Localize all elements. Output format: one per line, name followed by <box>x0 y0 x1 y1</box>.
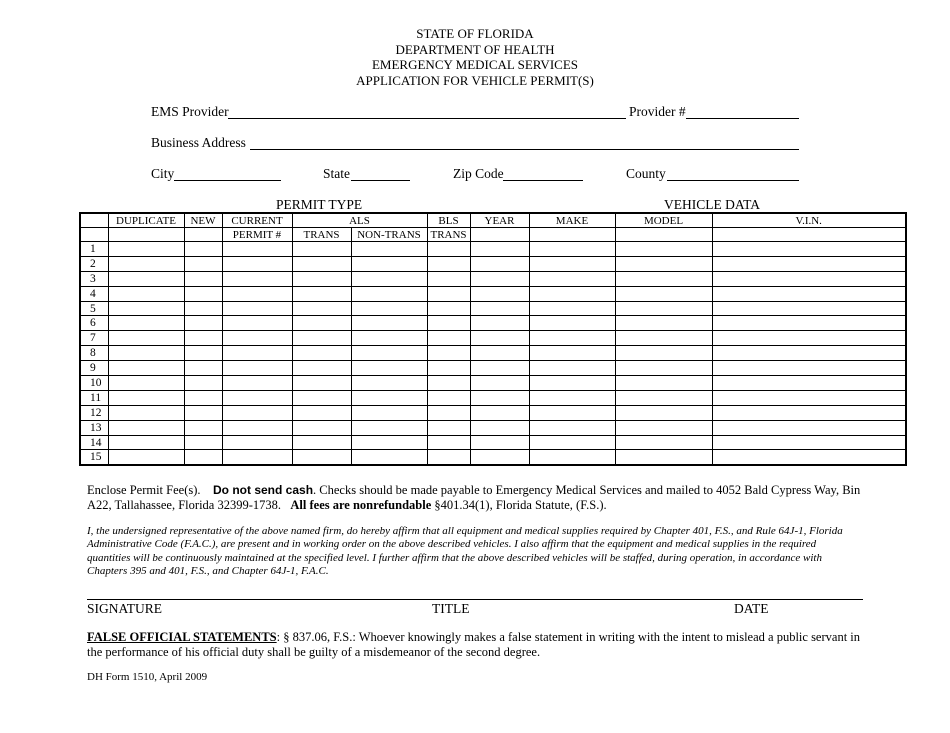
business-address-label: Business Address <box>151 135 246 150</box>
warning-label: FALSE OFFICIAL STATEMENTS <box>87 630 277 644</box>
table-cell[interactable] <box>292 376 351 391</box>
table-cell[interactable] <box>529 361 615 376</box>
county-field[interactable] <box>667 180 799 181</box>
table-cell[interactable] <box>712 390 906 405</box>
table-cell[interactable] <box>292 286 351 301</box>
table-cell[interactable] <box>427 376 470 391</box>
table-cell[interactable] <box>615 405 712 420</box>
table-cell[interactable] <box>615 271 712 286</box>
table-cell[interactable] <box>470 316 529 331</box>
table-cell[interactable] <box>712 376 906 391</box>
false-statements-warning <box>87 630 867 660</box>
table-cell[interactable] <box>615 376 712 391</box>
nonrefundable-notice: All fees are nonrefundable <box>290 498 432 512</box>
table-row <box>80 450 906 465</box>
table-row <box>80 420 906 435</box>
header-state: STATE OF FLORIDA <box>416 26 534 41</box>
table-cell[interactable] <box>351 316 427 331</box>
table-cell[interactable] <box>712 331 906 346</box>
city-field[interactable] <box>174 180 281 181</box>
col-model: MODEL <box>615 213 712 228</box>
row-number: 10 <box>80 376 108 391</box>
table-cell[interactable] <box>222 435 292 450</box>
table-cell[interactable] <box>108 286 184 301</box>
row-number: 9 <box>80 361 108 376</box>
table-cell[interactable] <box>712 346 906 361</box>
table-cell[interactable] <box>351 271 427 286</box>
row-number: 14 <box>80 435 108 450</box>
table-cell[interactable] <box>529 405 615 420</box>
table-cell[interactable] <box>470 361 529 376</box>
no-cash-notice: Do not send cash <box>213 483 314 497</box>
form-id: DH Form 1510, April 2009 <box>87 671 208 683</box>
table-cell[interactable] <box>222 271 292 286</box>
table-cell[interactable] <box>292 420 351 435</box>
table-cell[interactable] <box>712 361 906 376</box>
state-field[interactable] <box>351 180 410 181</box>
row-number: 1 <box>80 242 108 257</box>
table-cell[interactable] <box>529 301 615 316</box>
table-cell[interactable] <box>351 390 427 405</box>
table-cell[interactable] <box>712 286 906 301</box>
table-row <box>80 316 906 331</box>
table-cell[interactable] <box>292 450 351 465</box>
table-cell[interactable] <box>222 316 292 331</box>
table-subheader-row <box>80 228 906 242</box>
table-cell[interactable] <box>712 450 906 465</box>
table-cell[interactable] <box>108 405 184 420</box>
city-label: City <box>151 166 175 181</box>
table-cell[interactable] <box>615 361 712 376</box>
table-cell[interactable] <box>712 316 906 331</box>
col-bls: BLS <box>427 213 470 228</box>
table-cell[interactable] <box>427 361 470 376</box>
table-cell[interactable] <box>184 316 222 331</box>
table-cell[interactable] <box>222 346 292 361</box>
table-cell[interactable] <box>427 435 470 450</box>
header-form-title: APPLICATION FOR VEHICLE PERMIT(S) <box>356 72 594 88</box>
table-cell[interactable] <box>470 420 529 435</box>
table-cell[interactable] <box>108 390 184 405</box>
table-row <box>80 331 906 346</box>
table-cell[interactable] <box>351 450 427 465</box>
table-cell[interactable] <box>615 331 712 346</box>
row-number: 8 <box>80 346 108 361</box>
table-cell[interactable] <box>292 390 351 405</box>
provider-number-label: Provider # <box>629 104 686 119</box>
table-cell[interactable] <box>184 242 222 257</box>
table-cell[interactable] <box>351 435 427 450</box>
table-cell[interactable] <box>108 242 184 257</box>
table-cell[interactable] <box>108 450 184 465</box>
table-cell[interactable] <box>712 301 906 316</box>
table-cell[interactable] <box>529 256 615 271</box>
table-cell[interactable] <box>184 361 222 376</box>
table-cell[interactable] <box>108 435 184 450</box>
table-cell[interactable] <box>615 420 712 435</box>
table-cell[interactable] <box>470 376 529 391</box>
table-cell[interactable] <box>108 331 184 346</box>
row-number: 12 <box>80 405 108 420</box>
table-row <box>80 256 906 271</box>
table-cell[interactable] <box>529 376 615 391</box>
table-cell[interactable] <box>351 361 427 376</box>
table-cell[interactable] <box>470 331 529 346</box>
table-cell[interactable] <box>222 301 292 316</box>
col-year: YEAR <box>470 213 529 228</box>
table-cell[interactable] <box>427 256 470 271</box>
table-cell[interactable] <box>351 256 427 271</box>
signature-line[interactable] <box>87 599 863 600</box>
table-cell[interactable] <box>222 331 292 346</box>
col-make: MAKE <box>529 213 615 228</box>
table-cell[interactable] <box>427 301 470 316</box>
table-cell[interactable] <box>184 286 222 301</box>
table-cell[interactable] <box>222 286 292 301</box>
table-cell[interactable] <box>615 346 712 361</box>
header-division: EMERGENCY MEDICAL SERVICES <box>371 57 578 72</box>
vehicle-data-title: VEHICLE DATA <box>664 197 761 212</box>
table-cell[interactable] <box>529 242 615 257</box>
row-number: 2 <box>80 256 108 271</box>
table-cell[interactable] <box>529 316 615 331</box>
table-cell[interactable] <box>292 271 351 286</box>
row-number: 4 <box>80 286 108 301</box>
table-row <box>80 346 906 361</box>
table-cell[interactable] <box>292 301 351 316</box>
table-cell[interactable] <box>292 256 351 271</box>
table-cell[interactable] <box>108 301 184 316</box>
signature-label: SIGNATURE <box>87 601 163 616</box>
table-cell[interactable] <box>184 390 222 405</box>
table-row <box>80 271 906 286</box>
table-row <box>80 376 906 391</box>
table-cell[interactable] <box>470 450 529 465</box>
table-cell[interactable] <box>470 435 529 450</box>
table-cell[interactable] <box>615 390 712 405</box>
table-cell[interactable] <box>615 301 712 316</box>
row-number: 5 <box>80 301 108 316</box>
table-cell[interactable] <box>529 390 615 405</box>
row-number: 6 <box>80 316 108 331</box>
table-cell[interactable] <box>470 346 529 361</box>
table-cell[interactable] <box>351 301 427 316</box>
row-number: 15 <box>80 450 108 465</box>
table-cell[interactable] <box>184 271 222 286</box>
table-cell[interactable] <box>470 286 529 301</box>
table-cell[interactable] <box>427 271 470 286</box>
col-duplicate: DUPLICATE <box>108 213 184 228</box>
table-cell[interactable] <box>529 420 615 435</box>
table-cell[interactable] <box>222 405 292 420</box>
table-cell[interactable] <box>529 286 615 301</box>
ems-provider-field[interactable] <box>228 118 626 119</box>
table-cell[interactable] <box>470 256 529 271</box>
table-cell[interactable] <box>712 271 906 286</box>
header-department: DEPARTMENT OF HEALTH <box>395 41 555 57</box>
col-bls-trans: TRANS <box>427 228 470 242</box>
table-cell[interactable] <box>222 376 292 391</box>
table-cell[interactable] <box>470 301 529 316</box>
table-cell[interactable] <box>184 420 222 435</box>
table-cell[interactable] <box>529 450 615 465</box>
fee-text-1: Enclose Permit Fee(s). <box>87 483 201 497</box>
table-cell[interactable] <box>427 242 470 257</box>
table-cell[interactable] <box>712 435 906 450</box>
row-number: 11 <box>80 390 108 405</box>
table-cell[interactable] <box>427 346 470 361</box>
vehicle-permit-table <box>79 212 907 466</box>
table-cell[interactable] <box>615 450 712 465</box>
table-cell[interactable] <box>351 242 427 257</box>
table-cell[interactable] <box>292 405 351 420</box>
table-cell[interactable] <box>292 331 351 346</box>
fee-text-2: . Checks should be made payable to Emergency Medical Services and mailed to 4052 Bald Cypress Way, Bin A22, Tallahassee, Florida 32399-1738. <box>87 483 861 512</box>
table-cell[interactable] <box>222 390 292 405</box>
table-cell[interactable] <box>470 271 529 286</box>
table-cell[interactable] <box>615 256 712 271</box>
table-cell[interactable] <box>108 256 184 271</box>
fee-instructions <box>87 483 867 513</box>
table-cell[interactable] <box>615 316 712 331</box>
table-cell[interactable] <box>615 286 712 301</box>
table-cell[interactable] <box>222 420 292 435</box>
table-cell[interactable] <box>351 286 427 301</box>
zip-label: Zip Code <box>453 166 504 181</box>
table-cell[interactable] <box>712 405 906 420</box>
table-cell[interactable] <box>184 405 222 420</box>
table-cell[interactable] <box>351 331 427 346</box>
table-cell[interactable] <box>351 346 427 361</box>
col-permit-number: PERMIT # <box>222 228 292 242</box>
table-header-row <box>80 213 906 228</box>
table-cell[interactable] <box>351 405 427 420</box>
table-cell[interactable] <box>292 346 351 361</box>
table-row <box>80 361 906 376</box>
table-cell[interactable] <box>108 346 184 361</box>
table-cell[interactable] <box>351 420 427 435</box>
table-cell[interactable] <box>351 376 427 391</box>
warning-text: : § 837.06, F.S.: Whoever knowingly makes a false statement in writing with the intent to mislead a public servant in the performance of his official duty shall be guilty of a misdemeanor of the second degree. <box>87 630 861 659</box>
row-number: 7 <box>80 331 108 346</box>
affirmation-text: I, the undersigned representative of the above named firm, do hereby affirm that all equipment and medical supplies required by Chapter 401, F.S., and Rule 64J-1, Florida Administrative Code (F.A.C.), are present and in working order on the above described vehicles. I also affirm that the equipment and medical supplies in the required quantities will be continuously maintained at the specified level. I further affirm that the above described vehicles will be staffed, during operation, in accordance with Chapters 395 and 401, F.S., and Chapter 64J-1, F.A.C. <box>87 525 843 577</box>
col-current: CURRENT <box>222 213 292 228</box>
table-cell[interactable] <box>222 242 292 257</box>
table-cell[interactable] <box>615 242 712 257</box>
table-cell[interactable] <box>292 361 351 376</box>
col-new: NEW <box>184 213 222 228</box>
table-cell[interactable] <box>529 271 615 286</box>
fee-text-3: §401.34(1), Florida Statute, (F.S.). <box>431 498 607 512</box>
table-cell[interactable] <box>712 256 906 271</box>
title-label: TITLE <box>432 601 470 616</box>
table-cell[interactable] <box>427 316 470 331</box>
table-cell[interactable] <box>184 435 222 450</box>
table-row <box>80 435 906 450</box>
table-cell[interactable] <box>470 242 529 257</box>
table-cell[interactable] <box>108 316 184 331</box>
table-cell[interactable] <box>470 405 529 420</box>
zip-field[interactable] <box>503 180 583 181</box>
table-cell[interactable] <box>292 242 351 257</box>
table-cell[interactable] <box>427 420 470 435</box>
state-label: State <box>323 166 350 181</box>
table-cell[interactable] <box>184 301 222 316</box>
table-cell[interactable] <box>427 331 470 346</box>
table-cell[interactable] <box>427 405 470 420</box>
table-cell[interactable] <box>427 286 470 301</box>
col-als: ALS <box>292 213 427 228</box>
table-row <box>80 301 906 316</box>
table-cell[interactable] <box>292 316 351 331</box>
table-cell[interactable] <box>427 450 470 465</box>
ems-provider-label: EMS Provider <box>151 104 229 119</box>
table-cell[interactable] <box>529 346 615 361</box>
table-row <box>80 405 906 420</box>
table-cell[interactable] <box>184 376 222 391</box>
table-cell[interactable] <box>427 390 470 405</box>
table-cell[interactable] <box>108 420 184 435</box>
table-cell[interactable] <box>292 435 351 450</box>
table-cell[interactable] <box>108 271 184 286</box>
table-cell[interactable] <box>529 331 615 346</box>
date-label: DATE <box>734 601 769 616</box>
business-address-field[interactable] <box>250 149 799 150</box>
col-als-trans: TRANS <box>292 228 351 242</box>
county-label: County <box>626 166 666 181</box>
table-cell[interactable] <box>712 420 906 435</box>
col-als-non-trans: NON-TRANS <box>351 228 427 242</box>
table-cell[interactable] <box>184 346 222 361</box>
table-cell[interactable] <box>712 242 906 257</box>
table-cell[interactable] <box>184 256 222 271</box>
table-cell[interactable] <box>184 450 222 465</box>
table-cell[interactable] <box>184 331 222 346</box>
form-header <box>0 26 950 88</box>
table-cell[interactable] <box>529 435 615 450</box>
col-vin: V.I.N. <box>712 213 906 228</box>
table-row <box>80 390 906 405</box>
table-cell[interactable] <box>615 435 712 450</box>
table-cell[interactable] <box>108 376 184 391</box>
table-row <box>80 286 906 301</box>
table-cell[interactable] <box>222 450 292 465</box>
provider-number-field[interactable] <box>686 118 799 119</box>
table-cell[interactable] <box>470 390 529 405</box>
table-cell[interactable] <box>222 361 292 376</box>
table-row <box>80 242 906 257</box>
table-cell[interactable] <box>222 256 292 271</box>
permit-type-title: PERMIT TYPE <box>276 197 363 212</box>
table-cell[interactable] <box>108 361 184 376</box>
row-number: 3 <box>80 271 108 286</box>
row-number: 13 <box>80 420 108 435</box>
